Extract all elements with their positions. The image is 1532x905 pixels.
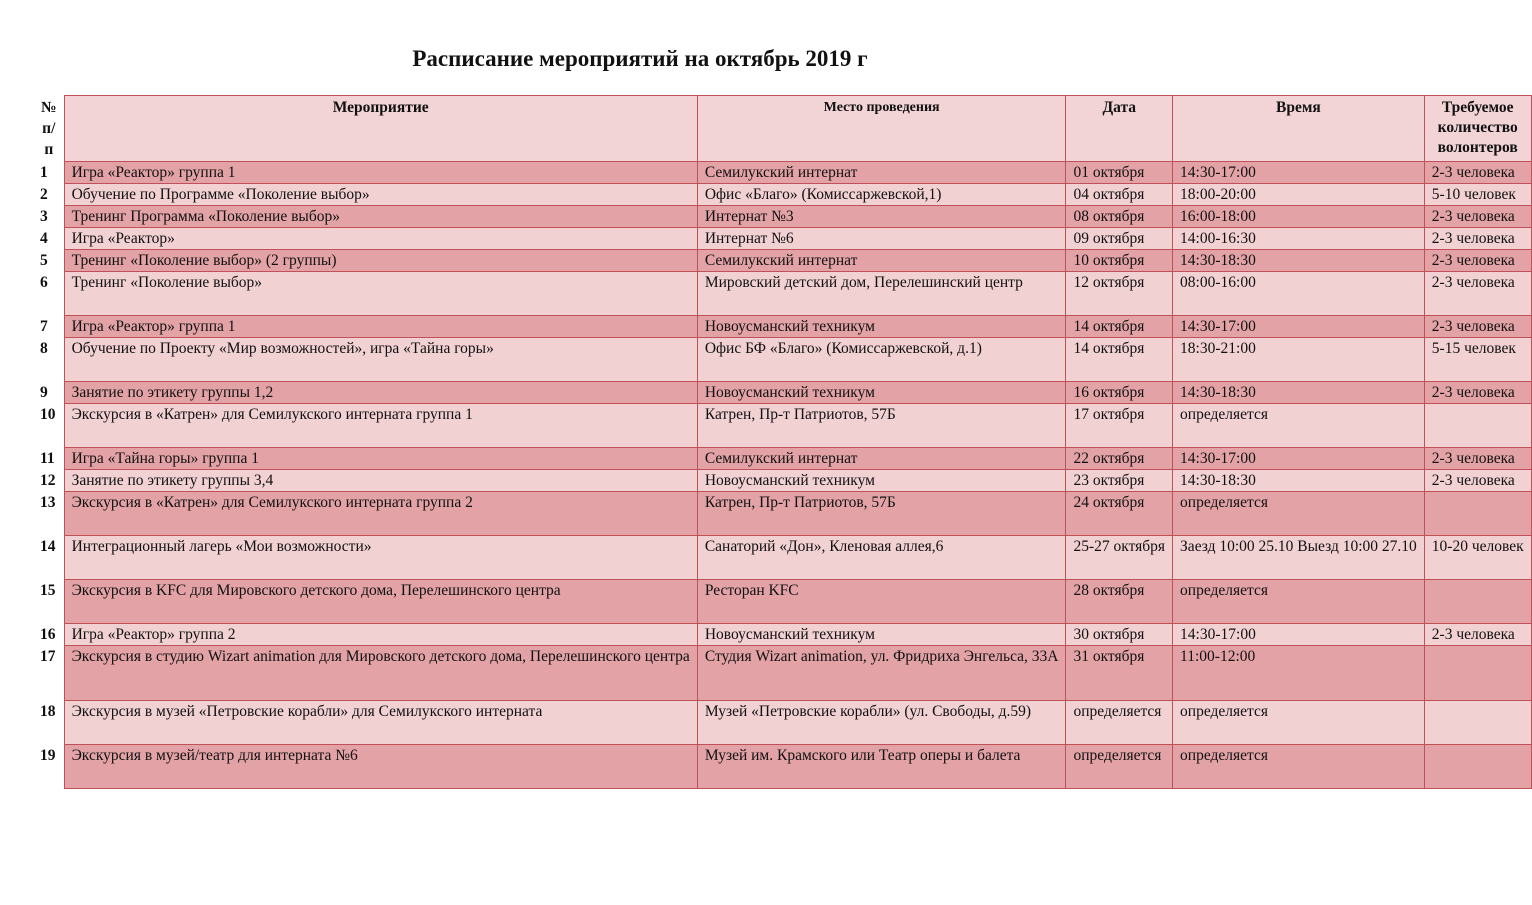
row-number: 12 xyxy=(34,470,64,492)
table-row xyxy=(34,162,1531,184)
volunteers-cell xyxy=(1424,580,1531,624)
volunteers-cell: 10-20 человек xyxy=(1424,536,1531,580)
date-cell: 30 октября xyxy=(1066,624,1173,646)
time-cell: определяется xyxy=(1173,745,1425,789)
date-cell: 17 октября xyxy=(1066,404,1173,448)
date-cell: 10 октября xyxy=(1066,250,1173,272)
place-cell: Семилукский интернат xyxy=(697,162,1066,184)
volunteers-cell: 2-3 человека xyxy=(1424,250,1531,272)
volunteers-cell: 2-3 человека xyxy=(1424,228,1531,250)
table-row xyxy=(34,206,1531,228)
volunteers-cell xyxy=(1424,701,1531,745)
table-row xyxy=(34,382,1531,404)
time-cell: 18:00-20:00 xyxy=(1173,184,1425,206)
row-number: 18 xyxy=(34,701,64,745)
date-cell: определяется xyxy=(1066,701,1173,745)
event-cell: Игра «Реактор» xyxy=(64,228,697,250)
row-number: 7 xyxy=(34,316,64,338)
event-cell: Экскурсия в студию Wizart animation для Мировского детского дома, Перелешинского центра xyxy=(64,646,697,701)
place-cell: Офис БФ «Благо» (Комиссаржевской, д.1) xyxy=(697,338,1066,382)
event-cell: Экскурсия в «Катрен» для Семилукского интерната группа 1 xyxy=(64,404,697,448)
date-cell: определяется xyxy=(1066,745,1173,789)
volunteers-cell: 2-3 человека xyxy=(1424,272,1531,316)
row-number: 9 xyxy=(34,382,64,404)
table-row xyxy=(34,338,1531,382)
time-cell: 14:30-17:00 xyxy=(1173,448,1425,470)
row-number: 1 xyxy=(34,162,64,184)
date-cell: 08 октября xyxy=(1066,206,1173,228)
table-row xyxy=(34,580,1531,624)
date-cell: 12 октября xyxy=(1066,272,1173,316)
place-cell: Семилукский интернат xyxy=(697,250,1066,272)
header-date: Дата xyxy=(1066,96,1173,162)
table-row xyxy=(34,646,1531,701)
place-cell: Катрен, Пр-т Патриотов, 57Б xyxy=(697,492,1066,536)
volunteers-cell: 5-15 человек xyxy=(1424,338,1531,382)
time-cell: 14:30-18:30 xyxy=(1173,382,1425,404)
place-cell: Новоусманский техникум xyxy=(697,382,1066,404)
header-place: Место проведения xyxy=(697,96,1066,162)
time-cell: 14:30-18:30 xyxy=(1173,250,1425,272)
time-cell: 16:00-18:00 xyxy=(1173,206,1425,228)
time-cell: 14:00-16:30 xyxy=(1173,228,1425,250)
row-number: 5 xyxy=(34,250,64,272)
table-row xyxy=(34,184,1531,206)
place-cell: Студия Wizart animation, ул. Фридриха Энгельса, 33А xyxy=(697,646,1066,701)
time-cell: 14:30-17:00 xyxy=(1173,624,1425,646)
time-cell: 14:30-17:00 xyxy=(1173,316,1425,338)
table-row xyxy=(34,745,1531,789)
volunteers-cell: 2-3 человека xyxy=(1424,448,1531,470)
table-row xyxy=(34,536,1531,580)
place-cell: Новоусманский техникум xyxy=(697,624,1066,646)
event-cell: Игра «Реактор» группа 1 xyxy=(64,316,697,338)
place-cell: Офис «Благо» (Комиссаржевской,1) xyxy=(697,184,1066,206)
time-cell: 08:00-16:00 xyxy=(1173,272,1425,316)
event-cell: Экскурсия в «Катрен» для Семилукского интерната группа 2 xyxy=(64,492,697,536)
volunteers-cell: 2-3 человека xyxy=(1424,470,1531,492)
header-row xyxy=(34,96,1531,162)
volunteers-cell xyxy=(1424,646,1531,701)
event-cell: Интеграционный лагерь «Мои возможности» xyxy=(64,536,697,580)
date-cell: 28 октября xyxy=(1066,580,1173,624)
date-cell: 31 октября xyxy=(1066,646,1173,701)
date-cell: 23 октября xyxy=(1066,470,1173,492)
event-cell: Игра «Тайна горы» группа 1 xyxy=(64,448,697,470)
event-cell: Экскурсия в KFC для Мировского детского дома, Перелешинского центра xyxy=(64,580,697,624)
row-number: 2 xyxy=(34,184,64,206)
row-number: 17 xyxy=(34,646,64,701)
row-number: 14 xyxy=(34,536,64,580)
table-row xyxy=(34,624,1531,646)
volunteers-cell xyxy=(1424,492,1531,536)
event-cell: Занятие по этикету группы 3,4 xyxy=(64,470,697,492)
time-cell: определяется xyxy=(1173,404,1425,448)
time-cell: Заезд 10:00 25.10 Выезд 10:00 27.10 xyxy=(1173,536,1425,580)
row-number: 8 xyxy=(34,338,64,382)
row-number: 6 xyxy=(34,272,64,316)
row-number: 3 xyxy=(34,206,64,228)
time-cell: 14:30-18:30 xyxy=(1173,470,1425,492)
volunteers-cell: 5-10 человек xyxy=(1424,184,1531,206)
time-cell: 11:00-12:00 xyxy=(1173,646,1425,701)
date-cell: 24 октября xyxy=(1066,492,1173,536)
volunteers-cell: 2-3 человека xyxy=(1424,162,1531,184)
event-cell: Обучение по Программе «Поколение выбор» xyxy=(64,184,697,206)
table-row xyxy=(34,250,1531,272)
table-row xyxy=(34,470,1531,492)
volunteers-cell: 2-3 человека xyxy=(1424,382,1531,404)
place-cell: Катрен, Пр-т Патриотов, 57Б xyxy=(697,404,1066,448)
time-cell: определяется xyxy=(1173,701,1425,745)
place-cell: Музей «Петровские корабли» (ул. Свободы, д.59) xyxy=(697,701,1066,745)
date-cell: 04 октября xyxy=(1066,184,1173,206)
event-cell: Экскурсия в музей/театр для интерната №6 xyxy=(64,745,697,789)
place-cell: Семилукский интернат xyxy=(697,448,1066,470)
date-cell: 14 октября xyxy=(1066,316,1173,338)
event-cell: Тренинг «Поколение выбор» (2 группы) xyxy=(64,250,697,272)
volunteers-cell xyxy=(1424,745,1531,789)
place-cell: Санаторий «Дон», Кленовая аллея,6 xyxy=(697,536,1066,580)
place-cell: Интернат №3 xyxy=(697,206,1066,228)
volunteers-cell: 2-3 человека xyxy=(1424,624,1531,646)
time-cell: определяется xyxy=(1173,492,1425,536)
table-row xyxy=(34,492,1531,536)
place-cell: Ресторан KFC xyxy=(697,580,1066,624)
volunteers-cell: 2-3 человека xyxy=(1424,316,1531,338)
place-cell: Новоусманский техникум xyxy=(697,470,1066,492)
row-number: 10 xyxy=(34,404,64,448)
time-cell: 18:30-21:00 xyxy=(1173,338,1425,382)
table-row xyxy=(34,448,1531,470)
date-cell: 09 октября xyxy=(1066,228,1173,250)
event-cell: Занятие по этикету группы 1,2 xyxy=(64,382,697,404)
place-cell: Интернат №6 xyxy=(697,228,1066,250)
header-time: Время xyxy=(1173,96,1425,162)
time-cell: определяется xyxy=(1173,580,1425,624)
event-cell: Тренинг Программа «Поколение выбор» xyxy=(64,206,697,228)
place-cell: Музей им. Крамского или Театр оперы и балета xyxy=(697,745,1066,789)
event-cell: Игра «Реактор» группа 2 xyxy=(64,624,697,646)
header-volunteers: Требуемое количество волонтеров xyxy=(1424,96,1531,162)
row-number: 4 xyxy=(34,228,64,250)
date-cell: 25-27 октября xyxy=(1066,536,1173,580)
date-cell: 22 октября xyxy=(1066,448,1173,470)
event-cell: Игра «Реактор» группа 1 xyxy=(64,162,697,184)
row-number: 19 xyxy=(34,745,64,789)
table-row xyxy=(34,272,1531,316)
header-num: № п/п xyxy=(34,96,64,162)
time-cell: 14:30-17:00 xyxy=(1173,162,1425,184)
table-row xyxy=(34,404,1531,448)
row-number: 13 xyxy=(34,492,64,536)
date-cell: 16 октября xyxy=(1066,382,1173,404)
volunteers-cell xyxy=(1424,404,1531,448)
table-row xyxy=(34,228,1531,250)
schedule-table xyxy=(34,95,1532,789)
row-number: 11 xyxy=(34,448,64,470)
page-title: Расписание мероприятий на октябрь 2019 г xyxy=(412,46,868,71)
place-cell: Новоусманский техникум xyxy=(697,316,1066,338)
date-cell: 14 октября xyxy=(1066,338,1173,382)
header-event: Мероприятие xyxy=(64,96,697,162)
event-cell: Обучение по Проекту «Мир возможностей», игра «Тайна горы» xyxy=(64,338,697,382)
row-number: 16 xyxy=(34,624,64,646)
place-cell: Мировский детский дом, Перелешинский центр xyxy=(697,272,1066,316)
table-row xyxy=(34,701,1531,745)
event-cell: Тренинг «Поколение выбор» xyxy=(64,272,697,316)
volunteers-cell: 2-3 человека xyxy=(1424,206,1531,228)
event-cell: Экскурсия в музей «Петровские корабли» для Семилукского интерната xyxy=(64,701,697,745)
row-number: 15 xyxy=(34,580,64,624)
table-row xyxy=(34,316,1531,338)
date-cell: 01 октября xyxy=(1066,162,1173,184)
